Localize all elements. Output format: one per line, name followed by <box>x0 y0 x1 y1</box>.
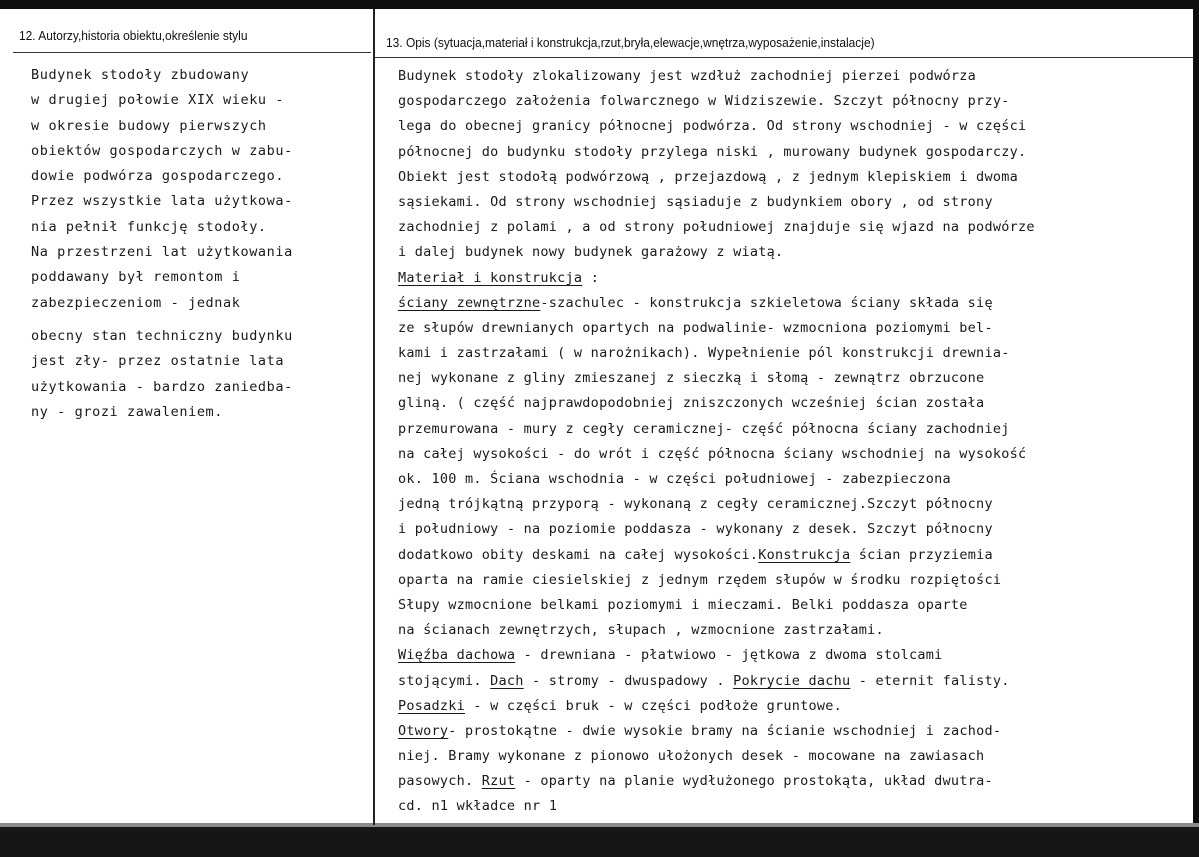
text-line <box>398 190 1188 215</box>
text-line: poddawany był remontom i <box>31 269 241 286</box>
text-segment: - drewniana - płatwiowo - jętkowa z dwoma stolcami <box>515 647 943 664</box>
text-segment: dodatkowo obity deskami na całej wysokości. <box>398 546 759 563</box>
text-segment: wkładce nr 1 <box>448 798 558 815</box>
text-line <box>398 140 1188 165</box>
underlined-term: Konstrukcja <box>758 546 851 563</box>
text-line <box>398 643 1188 668</box>
text-segment: ze słupów drewnianych opartych na podwalinie- wzmocniona poziomymi bel- <box>398 319 993 336</box>
underlined-term: Rzut <box>481 773 516 790</box>
section-12-text <box>31 63 371 425</box>
text-segment: i południowy - na poziomie poddasza - wykonany z desek. Szczyt północny <box>398 521 993 538</box>
text-line: ny - grozi zawaleniem. <box>31 403 224 420</box>
text-segment: Budynek stodoły zlokalizowany jest wzdłuż zachodniej pierzei podwórza <box>398 68 977 84</box>
text-line: w drugiej połowie XIX wieku - <box>31 92 285 109</box>
text-segment: - w części bruk - w części podłoże gruntowe. <box>465 697 843 714</box>
text-line <box>398 492 1188 517</box>
text-segment: północnej do budynku stodoły przylega niski , murowany budynek gospodarczy. <box>398 143 1027 160</box>
text-segment: jedną trójkątną przyporą - wykonaną z cegły ceramicznej.Szczyt północny <box>398 496 993 513</box>
scan-border-bottom <box>0 827 1199 857</box>
column-divider <box>373 9 375 825</box>
text-segment: na ścianach zewnętrzych, słupach , wzmocnione zastrzałami. <box>398 622 884 639</box>
text-segment: - stromy - dwuspadowy . <box>523 672 734 689</box>
text-line: zabezpieczeniom - jednak <box>31 294 241 311</box>
text-segment: gospodarczego założenia folwarcznego w Widziszewie. Szczyt północny przy- <box>398 93 1010 110</box>
section-12-paragraph-1 <box>31 63 371 316</box>
text-segment: - prostokątne - dwie wysokie bramy na ścianie wschodniej i zachod- <box>448 722 1002 739</box>
text-segment: nej wykonane z gliny zmieszanej z sieczką i słomą - zewnątrz obrzucone <box>398 370 985 387</box>
text-line: dowie podwórza gospodarczego. <box>31 168 285 185</box>
text-segment: - eternit falisty. <box>850 672 1010 689</box>
text-segment: ścian przyziemia <box>850 546 993 563</box>
text-line <box>398 391 1188 416</box>
text-line <box>398 744 1188 769</box>
text-line <box>398 694 1188 719</box>
text-line <box>398 442 1188 467</box>
section-13-header: 13. Opis (sytuacja,materiał i konstrukcja,rzut,bryła,elewacje,wnętrza,wyposażenie,instalacje) <box>386 35 875 50</box>
text-segment: i dalej budynek nowy budynek garażowy z wiatą. <box>398 244 784 261</box>
text-line <box>398 417 1188 442</box>
text-segment: na całej wysokości - do wrót i część północna ściany wschodniej na wysokość <box>398 445 1027 462</box>
text-segment: cd. n <box>398 798 440 815</box>
text-segment: przemurowana - mury z cegły ceramicznej- część północna ściany zachodniej <box>398 420 1010 437</box>
text-segment: 1 <box>439 798 449 815</box>
underlined-term: ściany zewnętrzne <box>398 294 541 311</box>
underlined-term: Otwory <box>398 722 449 739</box>
underlined-term: Pokrycie dachu <box>733 672 851 689</box>
section-12-paragraph-2 <box>31 324 371 425</box>
text-line: Przez wszystkie lata użytkowa- <box>31 193 293 210</box>
text-line: użytkowania - bardzo zaniedba- <box>31 378 293 395</box>
text-segment: - oparty na planie wydłużonego prostokąta, układ dwutra- <box>515 773 993 790</box>
section-13-text <box>398 64 1188 820</box>
text-line <box>398 593 1188 618</box>
text-segment: kami i zastrzałami ( w narożnikach). Wypełnienie pól konstrukcji drewnia- <box>398 345 1010 362</box>
text-line: Budynek stodoły zbudowany <box>31 67 250 83</box>
text-line: nia pełnił funkcję stodoły. <box>31 218 267 235</box>
text-segment: zachodniej z polami , a od strony południowej znajduje się wjazd na podwórze <box>398 219 1035 236</box>
underlined-term: Więźba dachowa <box>398 647 516 664</box>
text-segment: : <box>582 269 600 286</box>
text-line <box>398 467 1188 492</box>
text-line <box>398 215 1188 240</box>
text-line <box>398 568 1188 593</box>
text-segment: niej. Bramy wykonane z pionowo ułożonych desek - mocowane na zawiasach <box>398 748 985 765</box>
underlined-term: Posadzki <box>398 697 466 714</box>
text-line <box>398 366 1188 391</box>
scan-border-top <box>0 0 1199 9</box>
text-segment: -szachulec - konstrukcja szkieletowa ściany składa się <box>540 294 993 311</box>
section-13-rule <box>375 57 1193 58</box>
text-segment: stojącymi. <box>398 672 491 689</box>
section-12-header: 12. Autorzy,historia obiektu,określenie stylu <box>19 28 248 43</box>
text-line: obiektów gospodarczych w zabu- <box>31 142 293 159</box>
text-line <box>398 291 1188 316</box>
text-line: jest zły- przez ostatnie lata <box>31 353 285 370</box>
text-line: Na przestrzeni lat użytkowania <box>31 244 293 261</box>
text-line <box>398 165 1188 190</box>
section-12-rule <box>13 52 371 53</box>
text-segment: oparta na ramie ciesielskiej z jednym rzędem słupów w środku rozpiętości <box>398 571 1002 588</box>
text-segment: lega do obecnej granicy północnej podwórza. Od strony wschodniej - w części <box>398 118 1027 135</box>
underlined-term: Materiał i konstrukcja <box>398 269 583 286</box>
text-segment: Obiekt jest stodołą podwórzową , przejazdową , z jednym klepiskiem i dwoma <box>398 168 1018 185</box>
text-line <box>398 114 1188 139</box>
text-line <box>398 517 1188 542</box>
text-segment: sąsiekami. Od strony wschodniej sąsiaduje z budynkiem obory , od strony <box>398 193 993 210</box>
text-line <box>398 316 1188 341</box>
text-line <box>398 543 1188 568</box>
text-line <box>398 341 1188 366</box>
text-segment: Słupy wzmocnione belkami poziomymi i mieczami. Belki poddasza oparte <box>398 596 968 613</box>
text-segment: gliną. ( część najprawdopodobniej zniszczonych wcześniej ścian została <box>398 395 985 412</box>
text-line <box>398 719 1188 744</box>
paragraph-gap <box>31 316 371 324</box>
text-line: obecny stan techniczny budynku <box>31 327 293 344</box>
text-line <box>398 769 1188 794</box>
text-line <box>398 618 1188 643</box>
text-line <box>398 89 1188 114</box>
scan-border-right <box>1193 0 1199 857</box>
text-line: w okresie budowy pierwszych <box>31 117 267 134</box>
text-line <box>398 669 1188 694</box>
text-line <box>398 794 1188 819</box>
text-segment: pasowych. <box>398 773 482 790</box>
underlined-term: Dach <box>490 672 524 689</box>
text-segment: ok. 100 m. Ściana wschodnia - w części południowej - zabezpieczona <box>398 471 951 487</box>
text-line <box>398 240 1188 265</box>
text-line <box>398 64 1188 89</box>
text-line <box>398 266 1188 291</box>
